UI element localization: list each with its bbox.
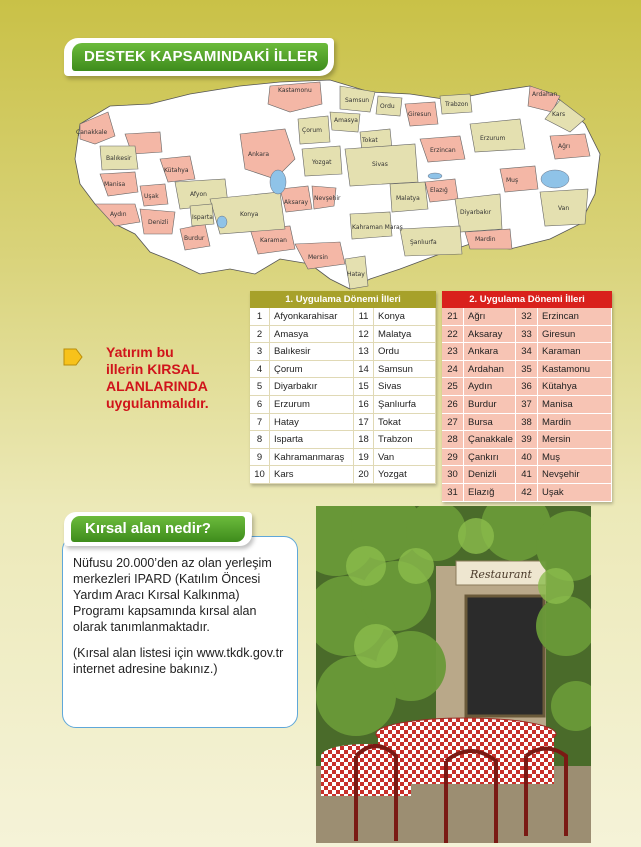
table1-province-name: Yozgat	[374, 466, 436, 484]
table2-row-number: 29	[442, 449, 464, 467]
question-banner-text: Kırsal alan nedir?	[71, 516, 245, 542]
map-label: Hatay	[347, 271, 365, 278]
second-period-table	[442, 291, 612, 502]
lake-van	[541, 170, 569, 188]
table1-province-name: Isparta	[270, 431, 354, 449]
map-label: Mersin	[308, 254, 328, 261]
table2-row-number: 32	[516, 308, 538, 326]
table1-province-name: Diyarbakır	[270, 378, 354, 396]
table1-row-number: 5	[250, 378, 270, 396]
investment-note-line-4: uygulanmalıdır.	[106, 395, 209, 411]
table2-row-number: 40	[516, 449, 538, 467]
investment-note-line-2: illerin KIRSAL	[106, 361, 200, 377]
map-label: Trabzon	[445, 101, 469, 108]
table2-province-name: Mersin	[538, 431, 612, 449]
table1-row-number: 16	[354, 396, 374, 414]
table1-province-name: Erzurum	[270, 396, 354, 414]
table2-province-name: Bursa	[464, 414, 516, 432]
map-label: Mardin	[475, 236, 496, 243]
table1-row-number: 8	[250, 431, 270, 449]
second-period-table-rows	[442, 308, 612, 502]
table1-province-name: Amasya	[270, 326, 354, 344]
rural-area-list-note: (Kırsal alan listesi için www.tkdk.gov.tr internet adresine bakınız.)	[73, 646, 284, 676]
table2-province-name: Ankara	[464, 343, 516, 361]
table2-row-number: 41	[516, 466, 538, 484]
table1-row-number: 13	[354, 343, 374, 361]
table2-province-name: Manisa	[538, 396, 612, 414]
map-label: Sivas	[372, 161, 388, 168]
table1-row-number: 20	[354, 466, 374, 484]
second-period-table-title: 2. Uygulama Dönemi İlleri	[442, 291, 612, 308]
table2-province-name: Çanakkale	[464, 431, 516, 449]
map-label: Erzincan	[430, 147, 456, 154]
question-banner	[64, 512, 252, 546]
map-label: Isparta	[192, 214, 213, 221]
map-label: Afyon	[190, 191, 207, 198]
map-label: Ağrı	[558, 143, 571, 150]
lake-beysehir	[217, 216, 227, 228]
table2-province-name: Erzincan	[538, 308, 612, 326]
table1-province-name: Van	[374, 449, 436, 467]
investment-note-line-1: Yatırım bu	[106, 344, 174, 360]
map-label: Uşak	[144, 193, 159, 200]
table1-row-number: 3	[250, 343, 270, 361]
table1-row-number: 10	[250, 466, 270, 484]
lake-tuz	[270, 170, 286, 194]
table2-row-number: 35	[516, 361, 538, 379]
map-label: Burdur	[184, 235, 205, 242]
table2-province-name: Ağrı	[464, 308, 516, 326]
map-label: Van	[558, 205, 570, 212]
table2-row-number: 23	[442, 343, 464, 361]
table1-row-number: 14	[354, 361, 374, 379]
table2-row-number: 38	[516, 414, 538, 432]
map-label: Tokat	[362, 137, 378, 144]
table1-row-number: 9	[250, 449, 270, 467]
table1-province-name: Şanlıurfa	[374, 396, 436, 414]
map-label: Manisa	[104, 181, 126, 188]
table2-row-number: 30	[442, 466, 464, 484]
map-label: Ankara	[248, 151, 270, 158]
table1-row-number: 2	[250, 326, 270, 344]
table2-province-name: Aydın	[464, 378, 516, 396]
table1-row-number: 11	[354, 308, 374, 326]
map-label: Kars	[552, 111, 566, 118]
map-label: Ordu	[380, 103, 395, 110]
table2-province-name: Kastamonu	[538, 361, 612, 379]
table2-province-name: Aksaray	[464, 326, 516, 344]
map-label: Aydın	[110, 211, 127, 218]
table2-row-number: 22	[442, 326, 464, 344]
table2-row-number: 21	[442, 308, 464, 326]
restaurant-photo-svg	[316, 506, 591, 843]
table2-row-number: 36	[516, 378, 538, 396]
rural-area-info-box	[62, 536, 298, 728]
table2-province-name: Giresun	[538, 326, 612, 344]
table1-province-name: Konya	[374, 308, 436, 326]
table2-province-name: Nevşehir	[538, 466, 612, 484]
table2-province-name: Ardahan	[464, 361, 516, 379]
map-label: Kastamonu	[278, 87, 312, 94]
map-label: Kütahya	[164, 167, 189, 174]
map-label: Amasya	[334, 117, 358, 124]
map-label: Denizli	[148, 219, 169, 226]
arrow-right-icon	[62, 346, 84, 368]
table2-row-number: 42	[516, 484, 538, 502]
table1-province-name: Balıkesir	[270, 343, 354, 361]
map-label: Samsun	[345, 97, 370, 104]
map-label: Karaman	[260, 237, 287, 244]
table1-province-name: Afyonkarahisar	[270, 308, 354, 326]
first-period-table	[250, 291, 436, 484]
first-period-table-title: 1. Uygulama Dönemi İlleri	[250, 291, 436, 308]
turkey-map-svg	[40, 64, 620, 294]
map-label: Kahraman Maraş	[352, 224, 403, 231]
table2-province-name: Uşak	[538, 484, 612, 502]
map-label: Çanakkale	[76, 129, 108, 136]
map-label: Giresun	[408, 111, 432, 118]
table2-province-name: Mardin	[538, 414, 612, 432]
table1-row-number: 12	[354, 326, 374, 344]
table1-row-number: 15	[354, 378, 374, 396]
table2-row-number: 31	[442, 484, 464, 502]
table2-row-number: 33	[516, 326, 538, 344]
table2-row-number: 26	[442, 396, 464, 414]
table1-province-name: Samsun	[374, 361, 436, 379]
investment-note	[106, 344, 246, 412]
map-label: Şanlıurfa	[410, 239, 437, 246]
map-label: Malatya	[396, 195, 420, 202]
table1-province-name: Trabzon	[374, 431, 436, 449]
table1-row-number: 18	[354, 431, 374, 449]
table1-province-name: Hatay	[270, 414, 354, 432]
table2-province-name: Kütahya	[538, 378, 612, 396]
table2-row-number: 27	[442, 414, 464, 432]
turkey-map	[40, 64, 620, 294]
map-label: Muş	[506, 177, 519, 184]
table2-row-number: 37	[516, 396, 538, 414]
table2-province-name: Burdur	[464, 396, 516, 414]
table1-province-name: Kars	[270, 466, 354, 484]
table2-province-name: Çankırı	[464, 449, 516, 467]
investment-note-line-3: ALANLARINDA	[106, 378, 208, 394]
table1-row-number: 17	[354, 414, 374, 432]
table2-province-name: Muş	[538, 449, 612, 467]
restaurant-sign-text: Restaurant	[470, 568, 532, 581]
lake-keban	[428, 173, 442, 179]
table2-row-number: 34	[516, 343, 538, 361]
table1-province-name: Sivas	[374, 378, 436, 396]
table2-province-name: Elazığ	[464, 484, 516, 502]
table2-row-number: 25	[442, 378, 464, 396]
table2-row-number: 39	[516, 431, 538, 449]
table1-province-name: Kahramanmaraş	[270, 449, 354, 467]
table1-province-name: Tokat	[374, 414, 436, 432]
table1-province-name: Ordu	[374, 343, 436, 361]
table2-row-number: 28	[442, 431, 464, 449]
restaurant-photo	[316, 506, 591, 843]
map-label: Diyarbakır	[460, 209, 492, 216]
table1-row-number: 6	[250, 396, 270, 414]
table1-row-number: 19	[354, 449, 374, 467]
table2-province-name: Karaman	[538, 343, 612, 361]
first-period-table-rows	[250, 308, 436, 484]
table1-row-number: 1	[250, 308, 270, 326]
rural-area-definition: Nüfusu 20.000’den az olan yerleşim merkezleri IPARD (Katılım Öncesi Yardım Aracı Kırsal Kalkınma) Programı kapsamında kırsal alan olarak tanımlanmaktadır.	[73, 556, 272, 634]
table2-province-name: Denizli	[464, 466, 516, 484]
map-label: Nevşehir	[314, 195, 341, 202]
table1-province-name: Çorum	[270, 361, 354, 379]
map-label: Konya	[240, 211, 259, 218]
table2-row-number: 24	[442, 361, 464, 379]
map-label: Elazığ	[430, 187, 448, 194]
map-label: Erzurum	[480, 135, 506, 142]
map-label: Yozgat	[312, 159, 332, 166]
title-banner-text: DESTEK KAPSAMINDAKİ İLLER	[72, 43, 328, 71]
map-label: Ardahan	[532, 91, 558, 98]
map-label: Çorum	[302, 127, 322, 134]
table1-row-number: 7	[250, 414, 270, 432]
table1-province-name: Malatya	[374, 326, 436, 344]
table1-row-number: 4	[250, 361, 270, 379]
map-label: Aksaray	[284, 199, 309, 206]
map-label: Balıkesir	[106, 155, 132, 162]
